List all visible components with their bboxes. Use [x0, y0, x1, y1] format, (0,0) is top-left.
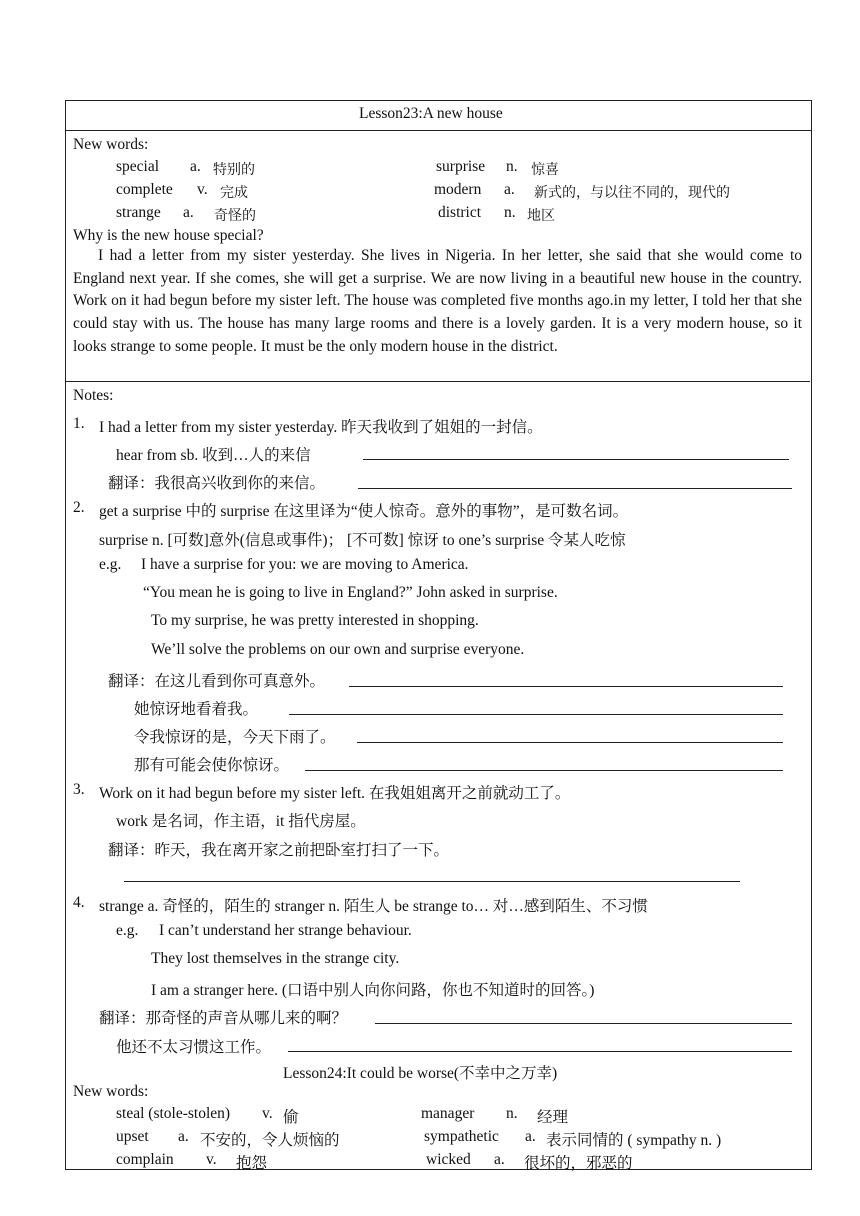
vocab-meaning: 奇怪的 [214, 208, 256, 224]
example-sentence: I am a stranger here. (口语中别人向你问路，你也不知道时的回答。) [151, 982, 595, 999]
answer-blank[interactable] [349, 686, 783, 687]
new-words-label: New words: [73, 136, 149, 153]
vocab-word: steal (stole-stolen) [116, 1105, 231, 1122]
answer-blank[interactable] [363, 459, 789, 460]
title-cell-right-border [811, 100, 812, 130]
note-definition: strange a. 奇怪的，陌生的 stranger n. 陌生人 be strange to… 对…感到陌生、不习惯 [99, 898, 648, 915]
answer-blank[interactable] [357, 742, 783, 743]
answer-blank[interactable] [124, 881, 740, 882]
translation-prompt: 他还不太习惯这工作。 [116, 1039, 272, 1056]
vocab-word: sympathetic [424, 1128, 499, 1145]
vocab-meaning: 惊喜 [531, 162, 559, 178]
vocab-pos: n. [506, 1105, 518, 1122]
translation-prompt: 令我惊讶的是，今天下雨了。 [134, 729, 336, 746]
answer-blank[interactable] [375, 1023, 792, 1024]
note-number: 1. [73, 415, 85, 432]
example-sentence: I have a surprise for you: we are moving to America. [141, 556, 469, 573]
vocab-pos: n. [504, 204, 516, 221]
vocab-pos: v. [206, 1151, 217, 1168]
answer-blank[interactable] [358, 488, 792, 489]
note-explanation: work 是名词，作主语，it 指代房屋。 [116, 813, 366, 830]
translation-prompt: 翻译：在这儿看到你可真意外。 [108, 673, 326, 690]
vocab-meaning: 抱怨 [236, 1155, 268, 1172]
example-label: e.g. [99, 556, 122, 573]
example-sentence: To my surprise, he was pretty interested in shopping. [151, 612, 479, 629]
lesson23-title: Lesson23:A new house [359, 105, 503, 122]
vocab-meaning: 地区 [527, 208, 555, 224]
vocab-pos: a. [494, 1151, 505, 1168]
example-sentence: They lost themselves in the strange city. [151, 950, 400, 967]
note-number: 4. [73, 894, 85, 911]
vocab-pos: a. [183, 204, 194, 221]
vocab-word: upset [116, 1128, 149, 1145]
vocab-meaning: 很坏的，邪恶的 [524, 1155, 633, 1172]
vocab-meaning: 不安的，令人烦恼的 [200, 1132, 340, 1149]
note-sentence: I had a letter from my sister yesterday. 昨天我收到了姐姐的一封信。 [99, 419, 543, 436]
example-label: e.g. [116, 922, 139, 939]
notes-label: Notes: [73, 387, 114, 404]
vocab-word: complain [116, 1151, 174, 1168]
vocab-pos: n. [506, 158, 518, 175]
vocab-meaning: 偷 [283, 1109, 299, 1126]
note-number: 2. [73, 499, 85, 516]
note-number: 3. [73, 781, 85, 798]
answer-blank[interactable] [288, 1051, 792, 1052]
vocab-meaning: 完成 [220, 185, 248, 201]
example-sentence: I can’t understand her strange behaviour. [159, 922, 412, 939]
vocab-pos: a. [525, 1128, 536, 1145]
lesson24-title: Lesson24:It could be worse(不幸中之万幸) [283, 1065, 558, 1082]
notes-row-divider [65, 381, 810, 382]
vocab-pos: v. [197, 181, 208, 198]
vocab-meaning: 新式的，与以往不同的，现代的 [534, 185, 730, 201]
new-words-label: New words: [73, 1083, 149, 1100]
translation-prompt: 翻译：那奇怪的声音从哪儿来的啊？ [99, 1010, 348, 1027]
translation-prompt: 她惊讶地看着我。 [134, 701, 259, 718]
translation-prompt: 翻译：我很高兴收到你的来信。 [108, 475, 326, 492]
title-row-divider [65, 130, 811, 131]
translation-prompt: 那有可能会使你惊讶。 [134, 757, 290, 774]
vocab-pos: v. [262, 1105, 273, 1122]
note-definition: surprise n. [可数]意外(信息或事件)； [不可数] 惊讶 to one’s surprise 令某人吃惊 [99, 532, 626, 549]
vocab-word: district [438, 204, 482, 221]
note-sentence: get a surprise 中的 surprise 在这里译为“使人惊奇。意外的事物”，是可数名词。 [99, 503, 629, 520]
note-phrase: hear from sb. 收到…人的来信 [116, 447, 311, 464]
lesson-text-paragraph: I had a letter from my sister yesterday. She lives in Nigeria. In her letter, she said that she would come to England next year. If she comes, she will get a surprise. We are now living in a beautiful new house in the country. Work on it had begun before my sister left. The house was completed five months ago.in my letter, I told her that she could stay with us. The house has many large rooms and there is a lovely garden. It is a very modern house, so it looks strange to some people. It must be the only modern house in the district. [73, 247, 802, 355]
vocab-pos: a. [190, 158, 201, 175]
vocab-word: strange [116, 204, 161, 221]
vocab-meaning: 特别的 [213, 162, 255, 178]
text-question: Why is the new house special? [73, 227, 264, 244]
vocab-word: special [116, 158, 160, 175]
vocab-word: modern [434, 181, 482, 198]
vocab-pos: a. [504, 181, 515, 198]
vocab-word: complete [116, 181, 173, 198]
answer-blank[interactable] [289, 714, 783, 715]
example-sentence: “You mean he is going to live in England?” John asked in surprise. [143, 584, 558, 601]
vocab-meaning: 经理 [537, 1109, 569, 1126]
vocab-word: manager [421, 1105, 475, 1122]
translation-prompt: 翻译：昨天，我在离开家之前把卧室打扫了一下。 [108, 842, 450, 859]
note-sentence: Work on it had begun before my sister left. 在我姐姐离开之前就动工了。 [99, 785, 571, 802]
vocab-word: wicked [426, 1151, 471, 1168]
vocab-word: surprise [436, 158, 486, 175]
example-sentence: We’ll solve the problems on our own and surprise everyone. [151, 641, 525, 658]
answer-blank[interactable] [305, 770, 783, 771]
vocab-pos: a. [178, 1128, 189, 1145]
vocab-meaning: 表示同情的 ( sympathy n. ) [546, 1132, 722, 1149]
